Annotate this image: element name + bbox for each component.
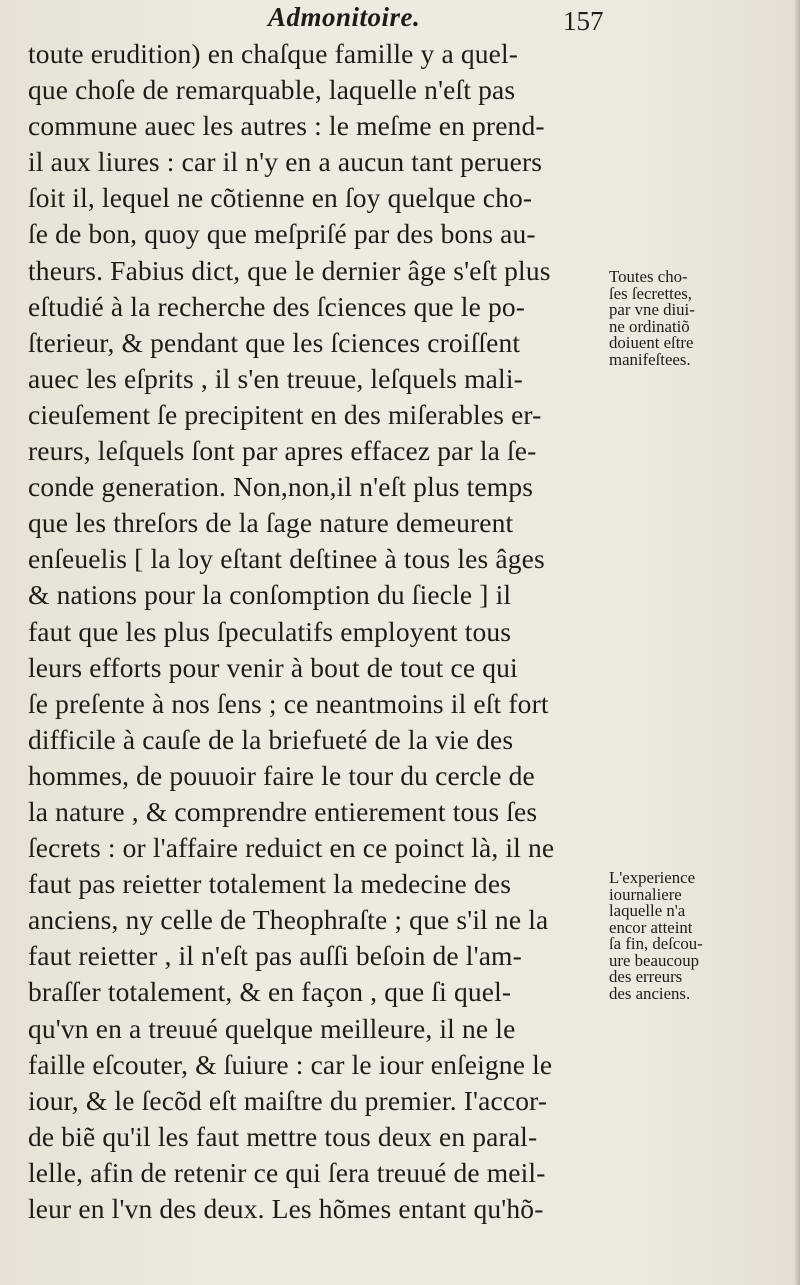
margin-note-line: iournaliere	[609, 884, 682, 904]
margin-note-line: ſa fin, deſcou-	[609, 934, 703, 953]
text-line: faut pas reietter totalement la medecine des	[28, 868, 512, 900]
text-line: & nations pour la conſomption du ſiecle ] il	[28, 579, 512, 611]
text-line: ſecrets : or l'affaire reduict en ce poinct là, il ne	[28, 832, 555, 864]
margin-note-line: laquelle n'a	[609, 901, 686, 920]
text-line: reurs, leſquels ſont par apres effacez par la ſe-	[28, 435, 537, 467]
text-line: anciens, ny celle de Theophraſte ; que s'il ne la	[28, 904, 549, 936]
text-line: lelle, afin de retenir ce qui ſera treuué de meil-	[28, 1156, 546, 1188]
text-line: que les threſors de la ſage nature demeurent	[28, 507, 514, 539]
text-line: la nature , & comprendre entierement tous ſes	[28, 795, 538, 827]
text-line: de biẽ qu'il les faut mettre tous deux en paral-	[28, 1120, 538, 1152]
margin-note-line: ſes ſecrettes,	[609, 283, 693, 303]
margin-note-line: manifeſtees.	[609, 349, 691, 369]
margin-note-line: des erreurs	[609, 967, 683, 986]
margin-note-line: ure beaucoup	[609, 950, 700, 970]
text-line: faille eſcouter, & ſuiure : car le iour enſeigne le	[28, 1048, 553, 1080]
text-line: que choſe de remarquable, laquelle n'eſt pas	[28, 74, 516, 106]
text-line: faut que les plus ſpeculatifs employent tous	[28, 615, 512, 647]
margin-note-line: Toutes cho-	[609, 267, 688, 286]
text-line: faut reietter , il n'eſt pas auſſi beſoin de l'am-	[28, 940, 522, 972]
text-line: cieuſement ſe precipitent en des miſerables er-	[28, 398, 542, 430]
text-line: auec les eſprits , il s'en treuue, leſquels mali-	[28, 362, 523, 394]
margin-note-line: par vne diui-	[609, 300, 695, 319]
margin-note-line: des anciens.	[609, 983, 691, 1003]
text-line: ſoit il, lequel ne cõtienne en ſoy quelque cho-	[28, 182, 533, 214]
text-line: toute erudition) en chaſque famille y a quel-	[28, 38, 519, 69]
page-edge-shadow	[794, 0, 800, 1285]
margin-note-line: encor atteint	[609, 917, 693, 937]
text-line: conde generation. Non,non,il n'eſt plus temps	[28, 471, 534, 503]
margin-note-line: doiuent eſtre	[609, 333, 694, 352]
text-line: ſterieur, & pendant que les ſciences croiſſent	[28, 326, 521, 358]
text-line: difficile à cauſe de la briefueté de la vie des	[28, 723, 514, 755]
text-line: leurs efforts pour venir à bout de tout ce qui	[28, 651, 518, 683]
text-line: iour, & le ſecõd eſt maiſtre du premier. I'accor-	[28, 1084, 548, 1116]
text-line: qu'vn en a treuué quelque meilleure, il ne le	[28, 1012, 516, 1044]
text-line: commune auec les autres : le meſme en prend-	[28, 110, 545, 142]
margin-note-line: ne ordinatiõ	[609, 316, 690, 336]
text-line: ſe preſente à nos ſens ; ce neantmoins il eſt fort	[28, 687, 549, 719]
text-line: il aux liures : car il n'y en a aucun tant peruers	[28, 146, 543, 178]
text-line: theurs. Fabius dict, que le dernier âge s'eſt plus	[28, 254, 551, 286]
running-title: Admonitoire.	[268, 2, 421, 32]
text-line: leur en l'vn des deux. Les hõmes entant qu'hõ-	[28, 1193, 544, 1224]
page-number: 157	[563, 6, 604, 36]
margin-note-experience	[609, 870, 797, 1002]
text-line: braſſer totalement, & en façon , que ſi quel-	[28, 976, 512, 1008]
text-line: eſtudié à la recherche des ſciences que le po-	[28, 290, 526, 322]
margin-note-line: L'experience	[609, 868, 696, 887]
margin-note-secrets	[609, 269, 797, 368]
text-line: ſe de bon, quoy que meſpriſé par des bons au-	[28, 218, 536, 250]
text-line: hommes, de pouuoir faire le tour du cercle de	[28, 759, 535, 791]
text-line: enſeuelis [ la loy eſtant deſtinee à tous les âges	[28, 543, 545, 575]
main-text-block	[28, 36, 600, 1227]
